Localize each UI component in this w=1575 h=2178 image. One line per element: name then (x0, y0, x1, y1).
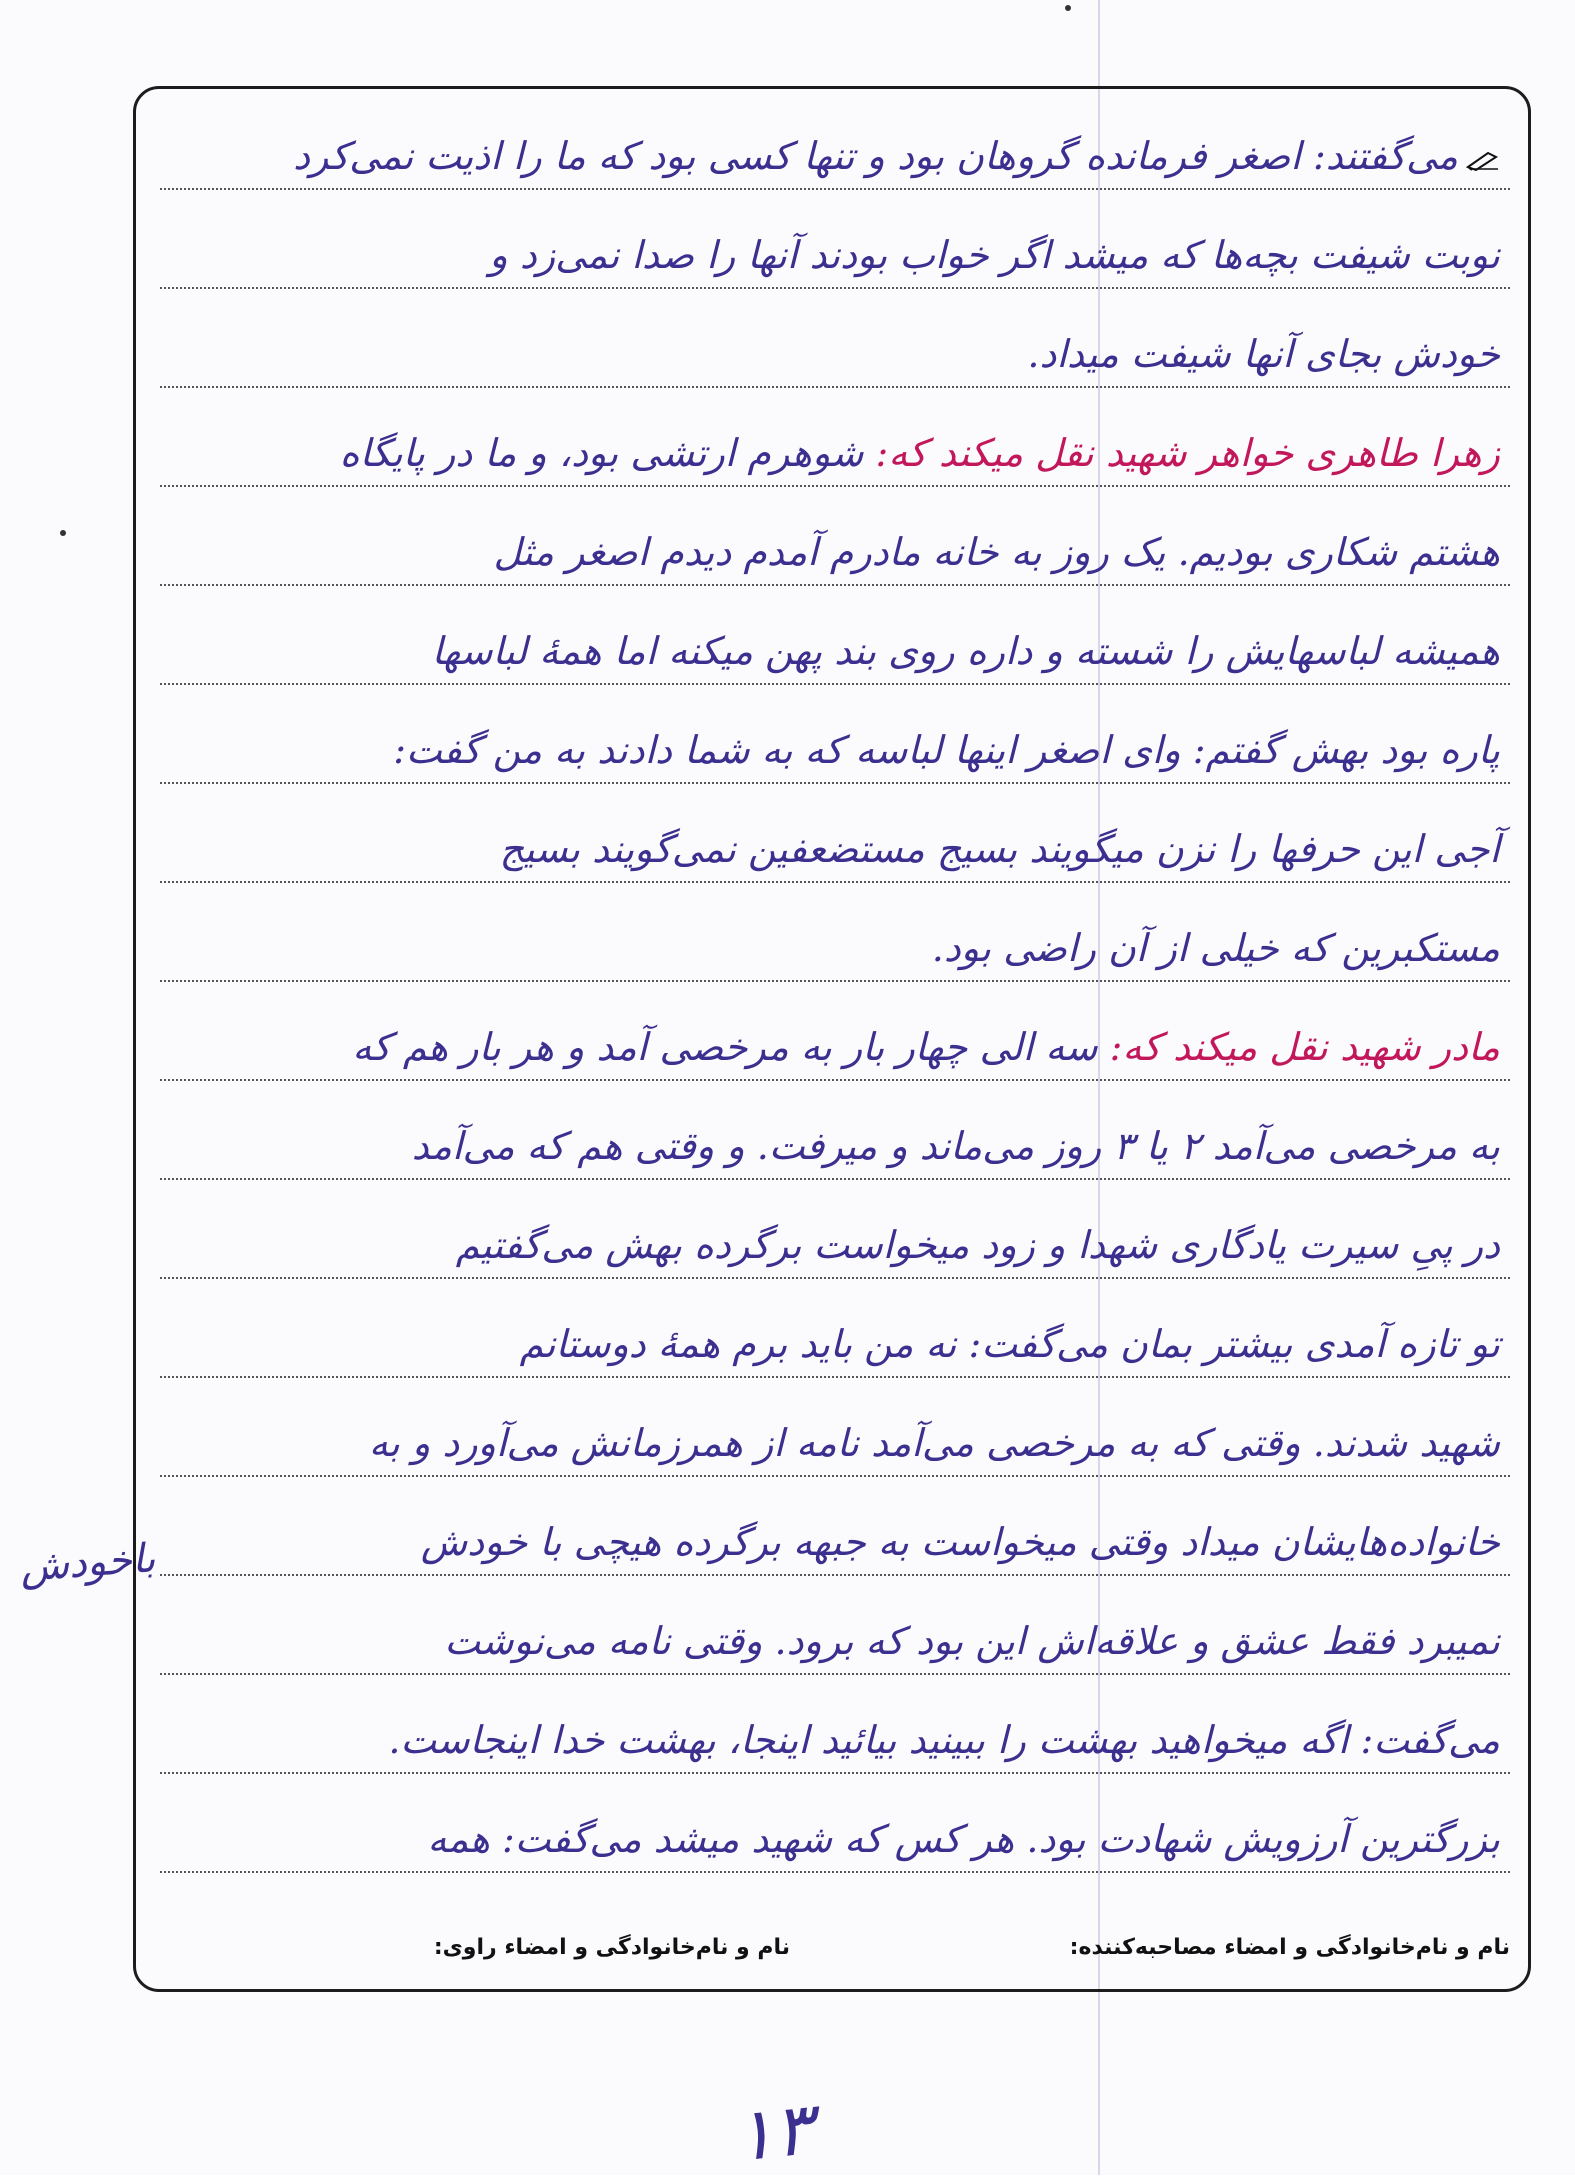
handwritten-text (352, 1023, 1500, 1071)
dotted-rule (160, 782, 1510, 784)
handwritten-text (421, 1518, 1500, 1566)
signature-footer (160, 1925, 1510, 1975)
dotted-rule (160, 1079, 1510, 1081)
dotted-rule (160, 1475, 1510, 1477)
dotted-rule (160, 1574, 1510, 1576)
dotted-rule (160, 881, 1510, 883)
handwritten-text (432, 627, 1500, 675)
handwritten-text (412, 1122, 1500, 1170)
text-line (160, 308, 1510, 388)
text-line (160, 605, 1510, 685)
narrative-text: می‌گفتند: اصغر فرمانده گروهان بود و تنها کسی بود که ما را اذیت نمی‌کرد (293, 134, 1458, 178)
text-line (160, 803, 1510, 883)
margin-dot (60, 530, 66, 536)
text-line (160, 1793, 1510, 1873)
narrative-text: پاره بود بهش گفتم: وای اصغر اینها لباسه که به شما دادند به من گفت: (393, 728, 1500, 772)
narrative-text: خانواده‌هایشان میداد وقتی میخواست به جبهه برگرده هیچی با خودش (420, 1520, 1500, 1564)
handwritten-lines (160, 110, 1510, 1890)
dotted-rule (160, 1277, 1510, 1279)
narrative-text: هشتم شکاری بودیم. یک روز به خانه مادرم آمدم دیدم اصغر مثل (493, 530, 1500, 574)
handwritten-text (456, 1221, 1500, 1269)
narrative-text: نوبت شیفت بچه‌ها که میشد اگر خواب بودند آنها را صدا نمی‌زد و (489, 233, 1500, 277)
handwritten-text (520, 1320, 1500, 1368)
handwritten-text (428, 1815, 1500, 1863)
narrative-text: آجی این حرفها را نزن میگویند بسیج مستضعفین نمی‌گویند بسیج (499, 827, 1500, 871)
text-line (160, 902, 1510, 982)
text-line (160, 1595, 1510, 1675)
top-dot (1065, 5, 1071, 11)
page-number: ۱۳ (730, 2086, 817, 2178)
text-line (160, 1397, 1510, 1477)
text-line (160, 1496, 1510, 1576)
dotted-rule (160, 188, 1510, 190)
speaker-intro: مادر شهید نقل میکند که: (1097, 1025, 1500, 1069)
dotted-rule (160, 683, 1510, 685)
text-line (160, 407, 1510, 487)
dotted-rule (160, 1673, 1510, 1675)
text-line (160, 704, 1510, 784)
narrative-text: همیشه لباسهایش را شسته و داره روی بند پهن میکنه اما همهٔ لباسها (431, 629, 1500, 673)
handwritten-text (393, 726, 1500, 774)
narrative-text: تو تازه آمدی بیشتر بمان می‌گفت: نه من باید برم همهٔ دوستانم (519, 1322, 1500, 1366)
dotted-rule (160, 1376, 1510, 1378)
handwritten-text (369, 1419, 1500, 1467)
narrative-text: در پیِ سیرت یادگاری شهدا و زود میخواست برگرده بهش می‌گفتیم (455, 1223, 1500, 1267)
text-line (160, 1298, 1510, 1378)
dotted-rule (160, 1178, 1510, 1180)
narrative-text: به مرخصی می‌آمد ۲ یا ۳ روز می‌ماند و میرفت. و وقتی هم که می‌آمد (411, 1124, 1500, 1168)
dotted-rule (160, 980, 1510, 982)
handwritten-text (444, 1617, 1500, 1665)
narrative-text: می‌گفت: اگه میخواهید بهشت را ببینید بیائید اینجا، بهشت خدا اینجاست. (388, 1718, 1500, 1762)
text-line (160, 1199, 1510, 1279)
narrative-text: بزرگترین آرزویش شهادت بود. هر کس که شهید میشد می‌گفت: همه (427, 1817, 1500, 1861)
handwritten-text (500, 825, 1501, 873)
dotted-rule (160, 1772, 1510, 1774)
handwritten-text (493, 528, 1500, 576)
narrative-text: شهید شدند. وقتی که به مرخصی می‌آمد نامه از همرزمانش می‌آورد و به (368, 1421, 1500, 1465)
dotted-rule (160, 584, 1510, 586)
text-line (160, 1100, 1510, 1180)
dotted-rule (160, 287, 1510, 289)
dotted-rule (160, 386, 1510, 388)
narrative-text: نمیبرد فقط عشق و علاقه‌اش این بود که برود. وقتی نامه می‌نوشت (444, 1619, 1500, 1663)
text-line (160, 209, 1510, 289)
text-line (160, 1001, 1510, 1081)
narrative-text: سه الی چهار بار به مرخصی آمد و هر بار هم که (352, 1025, 1098, 1069)
margin-note: باخودش (18, 1535, 157, 1591)
handwritten-text (932, 924, 1500, 972)
speaker-intro: زهرا طاهری خواهر شهید نقل میکند که: (863, 431, 1500, 475)
handwritten-text (293, 132, 1500, 180)
handwritten-text (340, 429, 1500, 477)
pen-icon (1466, 149, 1500, 171)
dotted-rule (160, 485, 1510, 487)
handwritten-text (388, 1716, 1500, 1764)
narrative-text: مستکبرین که خیلی از آن راضی بود. (931, 926, 1500, 970)
narrative-text: خودش بجای آنها شیفت میداد. (1027, 332, 1500, 376)
handwritten-text (489, 231, 1500, 279)
text-line (160, 110, 1510, 190)
interviewer-signature-label: نام و نام‌خانوادگی و امضاء مصاحبه‌کننده: (1069, 1935, 1510, 1960)
handwritten-text (1027, 330, 1500, 378)
dotted-rule (160, 1871, 1510, 1873)
narrative-text: شوهرم ارتشی بود، و ما در پایگاه (339, 431, 864, 475)
text-line (160, 1694, 1510, 1774)
text-line (160, 506, 1510, 586)
narrator-signature-label: نام و نام‌خانوادگی و امضاء راوی: (433, 1935, 790, 1960)
